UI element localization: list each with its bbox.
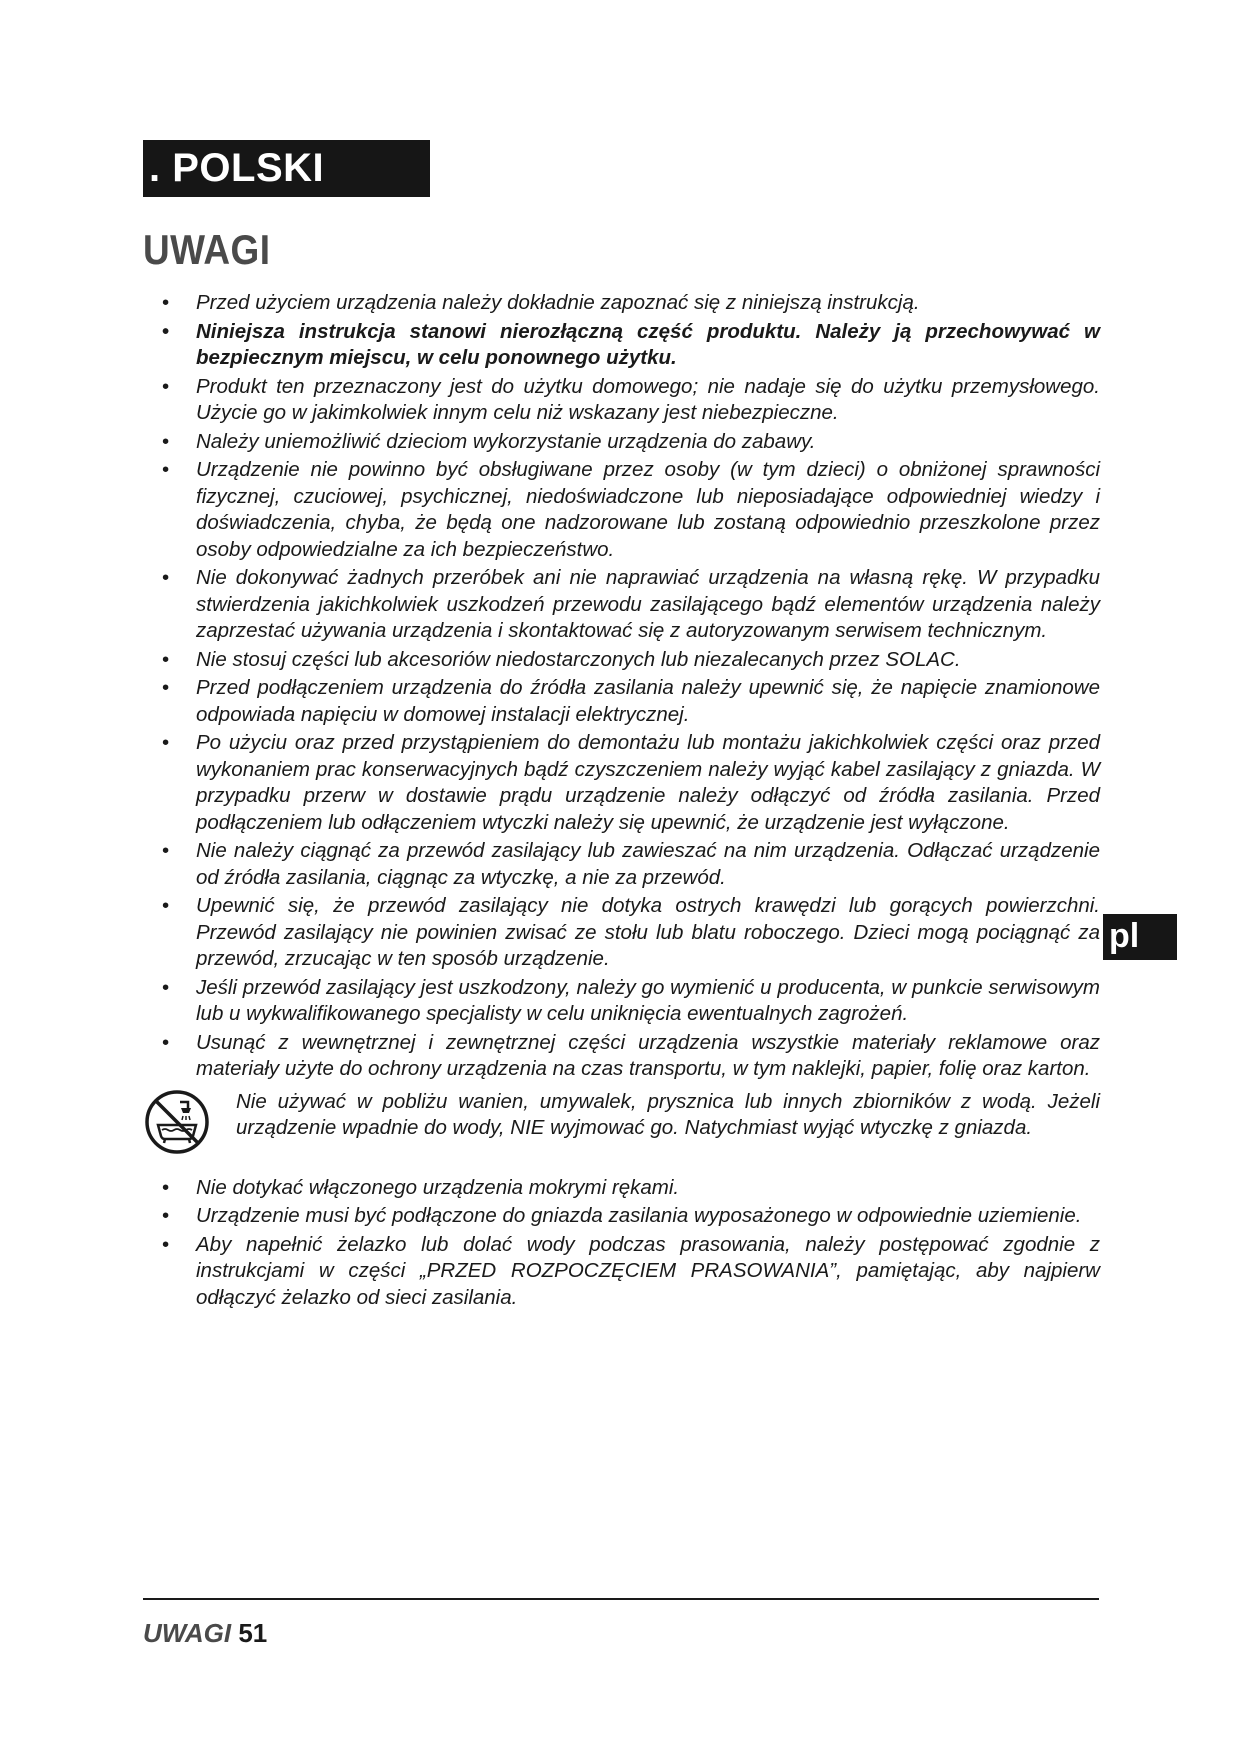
- page-footer: [143, 1618, 267, 1649]
- bullet: •: [162, 566, 170, 589]
- list-item: [160, 675, 1100, 728]
- note-text: Urządzenie musi być podłączone do gniazda zasilania wyposażonego w odpowiednie uziemienie.: [196, 1204, 1082, 1227]
- list-item: [160, 319, 1100, 372]
- note-text: Upewnić się, że przewód zasilający nie dotyka ostrych krawędzi lub gorących powierzchni. Przewód zasilający nie powinien zwisać ze stołu lub blatu roboczego. Dzieci mogą pociągnąć za przewód, zrzucając w ten sposób urządzenie.: [196, 894, 1100, 970]
- page-number: 51: [238, 1618, 268, 1648]
- bullet: •: [162, 647, 170, 671]
- list-item: [160, 975, 1100, 1028]
- bullet: •: [162, 1030, 170, 1054]
- list-item: [160, 1030, 1100, 1083]
- bullet: •: [162, 1175, 170, 1199]
- list-item: [160, 374, 1100, 427]
- list-item: [160, 290, 1100, 317]
- note-text: Nie stosuj części lub akcesoriów niedostarczonych lub niezalecanych przez SOLAC.: [196, 647, 961, 671]
- note-text: Przed podłączeniem urządzenia do źródła zasilania należy upewnić się, że napięcie znamionowe odpowiada napięciu w domowej instalacji elektrycznej.: [196, 676, 1100, 726]
- note-text: Nie należy ciągnąć za przewód zasilający lub zawieszać na nim urządzenia. Odłączać urządzenie od źródła zasilania, ciągnąc za wtyczkę, a nie za przewód.: [196, 839, 1100, 889]
- list-item: [160, 838, 1100, 891]
- list-item: [160, 1175, 1100, 1202]
- list-item: [160, 893, 1100, 973]
- note-text: Usunąć z wewnętrznej i zewnętrznej części urządzenia wszystkie materiały reklamowe oraz materiały użyte do ochrony urządzenia na czas transportu, w tym naklejki, papier, folię oraz karton.: [196, 1030, 1100, 1080]
- no-water-bath-icon: [144, 1089, 210, 1155]
- bullet: •: [162, 975, 170, 999]
- bullet: •: [162, 731, 170, 754]
- bullet: •: [162, 1232, 170, 1256]
- warnings-list: [160, 290, 1100, 1313]
- bullet: •: [162, 1204, 170, 1227]
- list-item: [160, 565, 1100, 645]
- bullet: •: [162, 291, 170, 314]
- section-title: UWAGI: [143, 226, 271, 273]
- bullet: •: [162, 429, 170, 453]
- note-text: Aby napełnić żelazko lub dolać wody podczas prasowania, należy postępować zgodnie z instrukcjami w części „PRZED ROZPOCZĘCIEM PRASOWANIA”, pamiętając, aby najpierw odłączyć żelazko od sieci zasilania.: [196, 1232, 1100, 1309]
- list-item: [160, 1203, 1100, 1230]
- footer-section-label: UWAGI: [143, 1618, 232, 1648]
- bullet: •: [162, 839, 170, 862]
- language-banner: . POLSKI: [143, 140, 430, 197]
- footer-divider: [143, 1598, 1099, 1600]
- note-text: Przed użyciem urządzenia należy dokładnie zapoznać się z niniejszą instrukcją.: [196, 291, 920, 314]
- note-text: Nie używać w pobliżu wanien, umywalek, prysznica lub innych zbiorników z wodą. Jeżeli urządzenie wpadnie do wody, NIE wyjmować go. Natychmiast wyjąć wtyczkę z gniazda.: [236, 1089, 1100, 1139]
- bullet: •: [162, 458, 170, 481]
- list-item: [160, 1232, 1100, 1312]
- note-text: Należy uniemożliwić dzieciom wykorzystanie urządzenia do zabawy.: [196, 429, 816, 453]
- list-item-water-warning: [160, 1089, 1100, 1169]
- note-text: Niniejsza instrukcja stanowi nierozłączną część produktu. Należy ją przechowywać w bezpiecznym miejscu, w celu ponownego użytku.: [196, 319, 1100, 369]
- bullet: •: [162, 374, 170, 398]
- list-item: [160, 457, 1100, 563]
- note-text: Nie dotykać włączonego urządzenia mokrymi rękami.: [196, 1175, 680, 1199]
- list-item: [160, 730, 1100, 836]
- bullet: •: [162, 319, 170, 343]
- note-text: Jeśli przewód zasilający jest uszkodzony, należy go wymienić u producenta, w punkcie serwisowym lub u wykwalifikowanego specjalisty w celu uniknięcia ewentualnych zagrożeń.: [196, 975, 1100, 1025]
- language-side-tab: pl: [1103, 914, 1177, 960]
- note-text: Nie dokonywać żadnych przeróbek ani nie naprawiać urządzenia na własną rękę. W przypadku stwierdzenia jakichkolwiek uszkodzeń przewodu zasilającego bądź elementów urządzenia należy zaprzestać używania urządzenia i skontaktować się z autoryzowanym serwisem technicznym.: [196, 566, 1100, 642]
- list-item: [160, 647, 1100, 674]
- note-text: Urządzenie nie powinno być obsługiwane przez osoby (w tym dzieci) o obniżonej sprawności fizycznej, czuciowej, psychicznej, niedoświadczone lub nieposiadające odpowiedniej wiedzy i doświadczenia, chyba, że będą one nadzorowane lub zostaną odpowiednio przeszkolone przez osoby odpowiedzialne za ich bezpieczeństwo.: [196, 458, 1100, 561]
- note-text: Produkt ten przeznaczony jest do użytku domowego; nie nadaje się do użytku przemysłowego. Użycie go w jakimkolwiek innym celu niż wskazany jest niebezpieczne.: [196, 374, 1100, 424]
- note-text: Po użyciu oraz przed przystąpieniem do demontażu lub montażu jakichkolwiek części oraz przed wykonaniem prac konserwacyjnych bądź czyszczeniem należy wyjąć kabel zasilający z gniazda. W przypadku przerw w dostawie prądu urządzenie należy odłączyć od źródła zasilania. Przed podłączeniem lub odłączeniem wtyczki należy się upewnić, że urządzenie jest wyłączone.: [196, 731, 1100, 834]
- list-item: [160, 429, 1100, 456]
- bullet: •: [162, 676, 170, 699]
- bullet: •: [162, 894, 170, 917]
